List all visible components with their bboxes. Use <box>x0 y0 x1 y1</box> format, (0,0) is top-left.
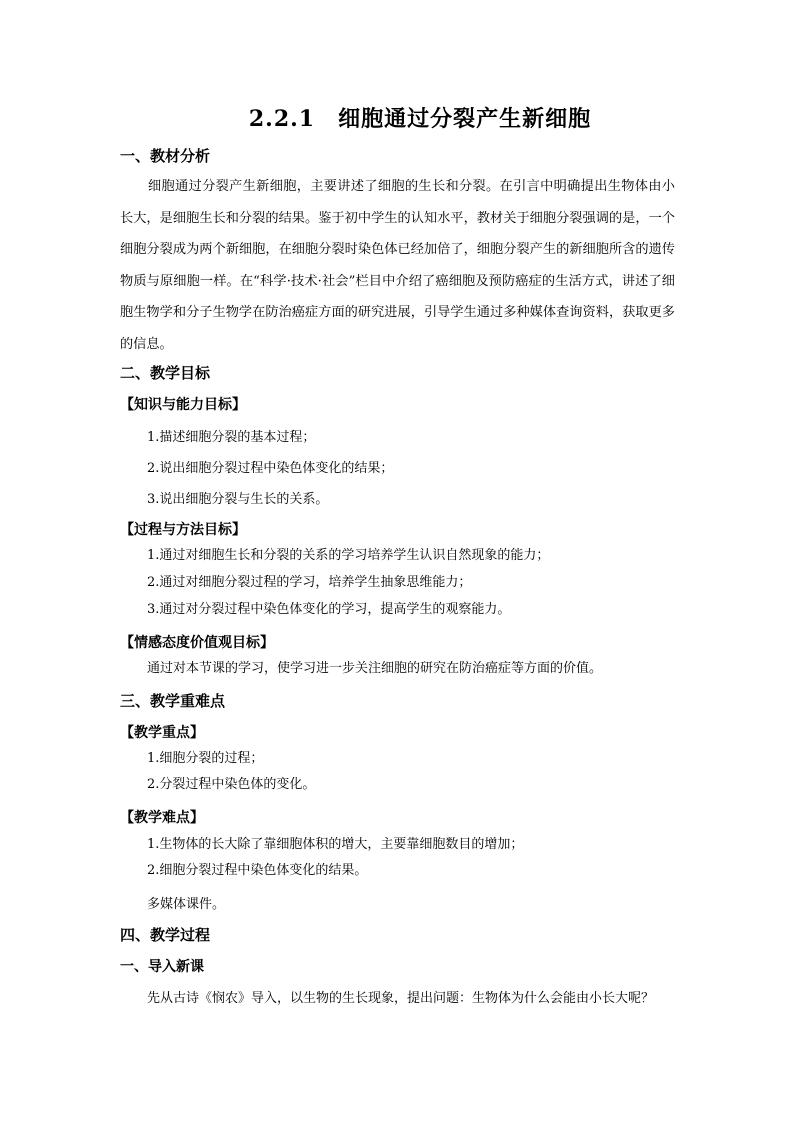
label-teaching-focus: 【教学重点】 <box>120 725 204 741</box>
knowledge-item-3: 3.说出细胞分裂与生长的关系。 <box>147 492 329 507</box>
heading-key-points: 三、教学重难点 <box>120 692 226 710</box>
focus-item-2: 2.分裂过程中染色体的变化。 <box>147 777 316 792</box>
heading-analysis: 一、教材分析 <box>120 147 211 165</box>
label-teaching-difficulty: 【教学难点】 <box>120 810 204 826</box>
heading-goals: 二、教学目标 <box>120 364 211 382</box>
difficulty-item-2: 2.细胞分裂过程中染色体变化的结果。 <box>147 863 368 878</box>
teaching-materials: 多媒体课件。 <box>147 897 226 912</box>
label-knowledge-goals: 【知识与能力目标】 <box>120 397 246 413</box>
label-process-goals: 【过程与方法目标】 <box>120 522 246 538</box>
label-emotion-goals: 【情感态度价值观目标】 <box>120 635 274 651</box>
knowledge-item-2: 2.说出细胞分裂过程中染色体变化的结果； <box>147 461 394 476</box>
analysis-paragraph: 细胞通过分裂产生新细胞，主要讲述了细胞的生长和分裂。在引言中明确提出生物体由小长大，是细胞生长和分裂的结果。鉴于初中学生的认知水平，教材关于细胞分裂强调的是，一个细胞分裂成为两个新细胞，在细胞分裂时染色体已经加倍了，细胞分裂产生的新细胞所含的遗传物质与原细胞一样。在“科学·技术·社会”栏目中介绍了癌细胞及预防癌症的生活方式，讲述了细胞生物学和分子生物学在防治癌症方面的研究进展，引导学生通过多种媒体查询资料，获取更多的信息。 <box>120 179 675 352</box>
page-title: 2.2.1 细胞通过分裂产生新细胞 <box>248 106 592 132</box>
heading-teaching-process: 四、教学过程 <box>120 926 211 944</box>
emotion-item-1: 通过对本节课的学习，使学习进一步关注细胞的研究在防治癌症等方面的价值。 <box>147 661 603 676</box>
introduction-text: 先从古诗《悯农》导入，以生物的生长现象，提出问题：生物体为什么会能由小长大呢？ <box>147 991 655 1006</box>
process-item-1: 1.通过对细胞生长和分裂的关系的学习培养学生认识自然现象的能力； <box>147 548 550 563</box>
focus-item-1: 1.细胞分裂的过程； <box>147 751 264 766</box>
process-item-2: 2.通过对细胞分裂过程的学习，培养学生抽象思维能力； <box>147 575 472 590</box>
knowledge-item-1: 1.描述细胞分裂的基本过程； <box>147 430 316 445</box>
process-item-3: 3.通过对分裂过程中染色体变化的学习，提高学生的观察能力。 <box>147 602 511 617</box>
heading-introduction: 一、导入新课 <box>120 959 204 975</box>
difficulty-item-1: 1.生物体的长大除了靠细胞体积的增大，主要靠细胞数目的增加； <box>147 837 524 852</box>
